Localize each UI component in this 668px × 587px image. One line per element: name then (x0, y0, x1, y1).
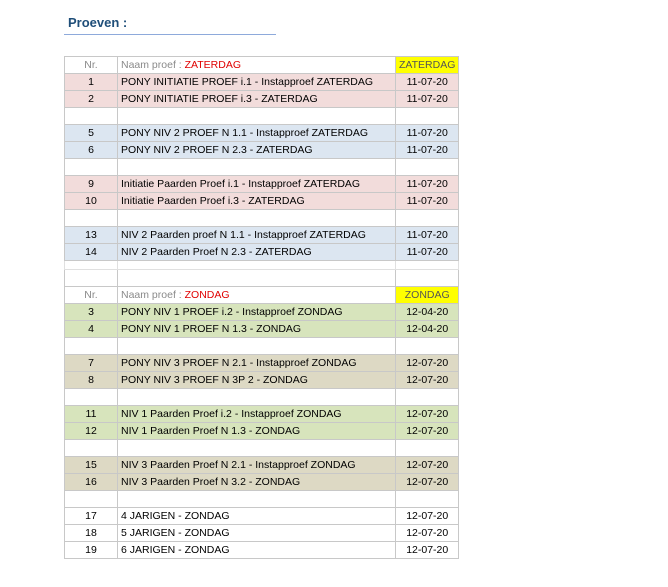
row-nr-cell: 13 (65, 227, 118, 244)
blank-cell (118, 210, 396, 227)
row-date-cell: 12-07-20 (396, 406, 459, 423)
table-row (65, 423, 459, 440)
row-name-cell: 5 JARIGEN - ZONDAG (118, 525, 396, 542)
schedule-sheet (64, 56, 459, 559)
table-row (65, 525, 459, 542)
row-date-cell: 11-07-20 (396, 74, 459, 91)
row-date-cell: 11-07-20 (396, 142, 459, 159)
row-nr-cell: 18 (65, 525, 118, 542)
row-nr-cell: 5 (65, 125, 118, 142)
row-nr-cell: 10 (65, 193, 118, 210)
blank-cell (396, 270, 459, 287)
table-row (65, 227, 459, 244)
row-nr-cell: 14 (65, 244, 118, 261)
blank-row (65, 440, 459, 457)
row-name-cell: PONY NIV 1 PROEF N 1.3 - ZONDAG (118, 321, 396, 338)
row-nr-cell: 6 (65, 142, 118, 159)
row-nr-cell: 1 (65, 74, 118, 91)
blank-cell (65, 440, 118, 457)
row-name-cell: NIV 2 Paarden Proef N 2.3 - ZATERDAG (118, 244, 396, 261)
blank-row (65, 270, 459, 287)
table-row (65, 542, 459, 559)
row-nr-cell: 3 (65, 304, 118, 321)
row-date-cell: 12-07-20 (396, 423, 459, 440)
table-row (65, 304, 459, 321)
row-name-cell: NIV 1 Paarden Proef i.2 - Instapproef ZONDAG (118, 406, 396, 423)
row-date-cell: 11-07-20 (396, 91, 459, 108)
blank-cell (118, 491, 396, 508)
spacer-cell (118, 261, 396, 270)
row-name-cell: Initiatie Paarden Proef i.1 - Instapproef ZATERDAG (118, 176, 396, 193)
row-name-cell: PONY NIV 3 PROEF N 2.1 - Instapproef ZONDAG (118, 355, 396, 372)
row-nr-cell: 9 (65, 176, 118, 193)
header-name-prefix: Naam proef : (121, 289, 185, 301)
blank-cell (118, 270, 396, 287)
row-date-cell: 12-07-20 (396, 355, 459, 372)
header-nr-cell: Nr. (65, 57, 118, 74)
blank-cell (118, 159, 396, 176)
schedule-table (64, 56, 459, 559)
table-row (65, 406, 459, 423)
table-row (65, 474, 459, 491)
row-nr-cell: 15 (65, 457, 118, 474)
row-nr-cell: 12 (65, 423, 118, 440)
row-nr-cell: 2 (65, 91, 118, 108)
blank-cell (65, 389, 118, 406)
header-day-label: ZATERDAG (184, 59, 242, 71)
table-row (65, 91, 459, 108)
blank-cell (396, 108, 459, 125)
row-name-cell: PONY NIV 2 PROEF N 2.3 - ZATERDAG (118, 142, 396, 159)
row-name-cell: PONY INITIATIE PROEF i.3 - ZATERDAG (118, 91, 396, 108)
blank-cell (118, 389, 396, 406)
table-row (65, 193, 459, 210)
spacer-cell (65, 261, 118, 270)
table-row (65, 508, 459, 525)
row-name-cell: PONY INITIATIE PROEF i.1 - Instapproef ZATERDAG (118, 74, 396, 91)
row-date-cell: 12-04-20 (396, 321, 459, 338)
row-date-cell: 11-07-20 (396, 244, 459, 261)
row-nr-cell: 4 (65, 321, 118, 338)
row-name-cell: 4 JARIGEN - ZONDAG (118, 508, 396, 525)
table-row (65, 176, 459, 193)
blank-row (65, 210, 459, 227)
blank-cell (65, 491, 118, 508)
row-name-cell: PONY NIV 3 PROEF N 3P 2 - ZONDAG (118, 372, 396, 389)
table-row (65, 372, 459, 389)
row-date-cell: 12-07-20 (396, 474, 459, 491)
row-date-cell: 12-07-20 (396, 508, 459, 525)
row-nr-cell: 16 (65, 474, 118, 491)
blank-cell (396, 389, 459, 406)
row-date-cell: 12-07-20 (396, 525, 459, 542)
row-date-cell: 12-04-20 (396, 304, 459, 321)
spacer-cell (396, 261, 459, 270)
row-date-cell: 12-07-20 (396, 542, 459, 559)
row-name-cell: NIV 3 Paarden Proef N 3.2 - ZONDAG (118, 474, 396, 491)
blank-cell (396, 491, 459, 508)
row-name-cell: PONY NIV 2 PROEF N 1.1 - Instapproef ZATERDAG (118, 125, 396, 142)
header-name-cell (118, 57, 396, 74)
row-name-cell: PONY NIV 1 PROEF i.2 - Instapproef ZONDAG (118, 304, 396, 321)
section-header-row (65, 57, 459, 74)
blank-cell (65, 270, 118, 287)
row-name-cell: 6 JARIGEN - ZONDAG (118, 542, 396, 559)
header-day-label: ZONDAG (184, 289, 230, 301)
page-title: Proeven : (68, 15, 128, 30)
title-underline (64, 34, 276, 35)
table-row (65, 244, 459, 261)
row-nr-cell: 17 (65, 508, 118, 525)
row-name-cell: NIV 2 Paarden proef N 1.1 - Instapproef ZATERDAG (118, 227, 396, 244)
header-date-cell: ZONDAG (396, 287, 459, 304)
header-name-cell (118, 287, 396, 304)
blank-cell (118, 338, 396, 355)
table-row (65, 355, 459, 372)
blank-cell (65, 159, 118, 176)
blank-cell (118, 108, 396, 125)
blank-cell (65, 210, 118, 227)
table-row (65, 457, 459, 474)
blank-row (65, 159, 459, 176)
row-date-cell: 11-07-20 (396, 176, 459, 193)
row-nr-cell: 19 (65, 542, 118, 559)
table-row (65, 125, 459, 142)
row-nr-cell: 11 (65, 406, 118, 423)
row-nr-cell: 8 (65, 372, 118, 389)
row-date-cell: 12-07-20 (396, 372, 459, 389)
header-nr-cell: Nr. (65, 287, 118, 304)
spacer-row (65, 261, 459, 270)
blank-row (65, 108, 459, 125)
header-date-cell: ZATERDAG (396, 57, 459, 74)
row-nr-cell: 7 (65, 355, 118, 372)
row-name-cell: NIV 3 Paarden Proef N 2.1 - Instapproef ZONDAG (118, 457, 396, 474)
table-row (65, 74, 459, 91)
row-date-cell: 11-07-20 (396, 227, 459, 244)
section-header-row (65, 287, 459, 304)
blank-cell (396, 440, 459, 457)
blank-row (65, 491, 459, 508)
table-row (65, 142, 459, 159)
blank-cell (118, 440, 396, 457)
row-date-cell: 12-07-20 (396, 457, 459, 474)
header-name-prefix: Naam proef : (121, 59, 185, 71)
blank-cell (65, 108, 118, 125)
row-date-cell: 11-07-20 (396, 193, 459, 210)
table-row (65, 321, 459, 338)
blank-cell (396, 210, 459, 227)
row-name-cell: NIV 1 Paarden Proef N 1.3 - ZONDAG (118, 423, 396, 440)
blank-row (65, 338, 459, 355)
blank-cell (396, 338, 459, 355)
blank-cell (396, 159, 459, 176)
row-date-cell: 11-07-20 (396, 125, 459, 142)
blank-row (65, 389, 459, 406)
row-name-cell: Initiatie Paarden Proef i.3 - ZATERDAG (118, 193, 396, 210)
blank-cell (65, 338, 118, 355)
